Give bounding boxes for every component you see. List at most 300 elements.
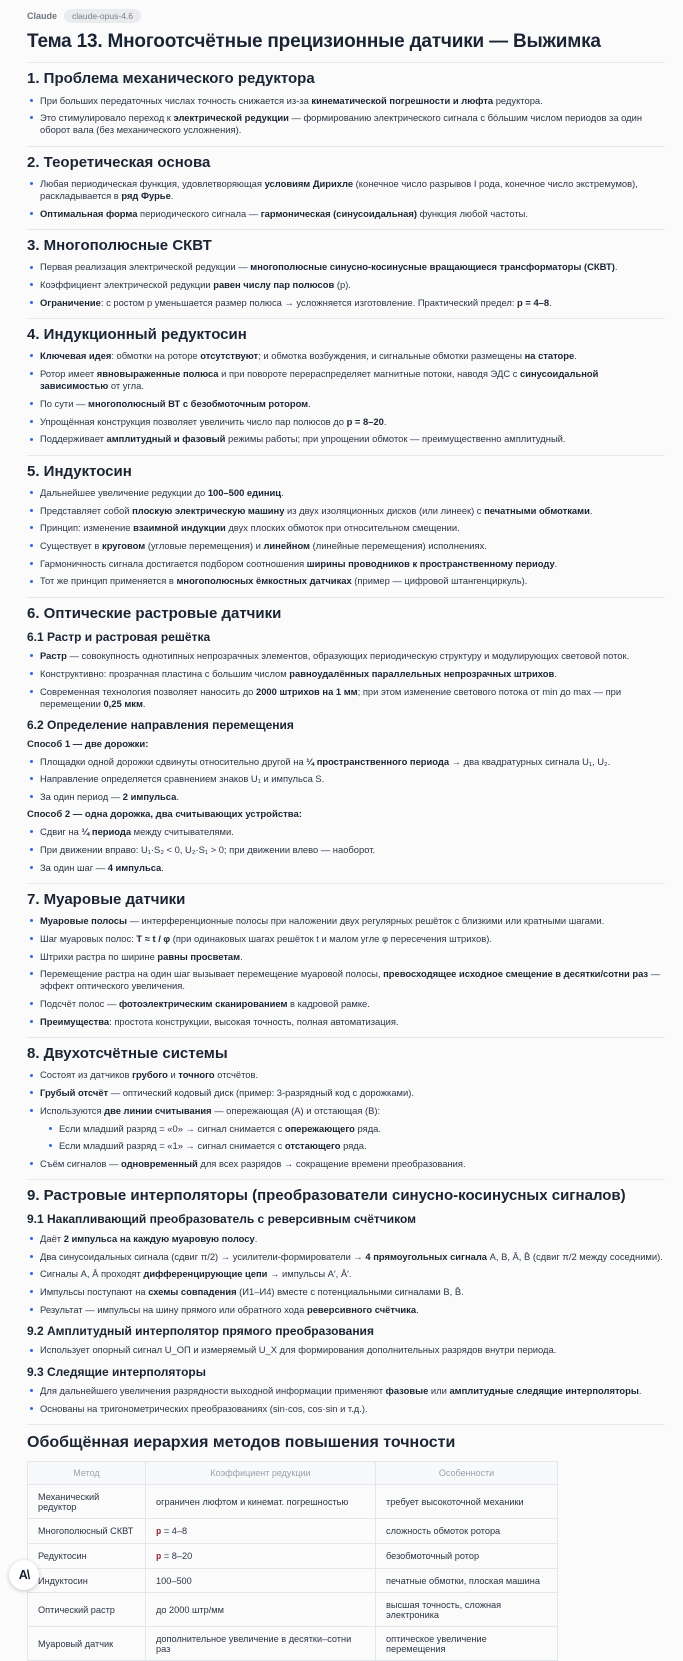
plain-text: Поддерживает bbox=[40, 433, 107, 445]
bullet-text bbox=[40, 951, 665, 963]
section-heading: 3. Многополюсные СКВТ bbox=[27, 237, 212, 255]
anthropic-logo-icon: A\ bbox=[18, 1568, 30, 1582]
bullet-item bbox=[27, 112, 665, 136]
summary-heading: Обобщённая иерархия методов повышения точности bbox=[27, 1433, 456, 1451]
table-cell bbox=[376, 1519, 558, 1544]
section-divider bbox=[27, 597, 665, 598]
bold-text: фазовые bbox=[385, 1384, 429, 1396]
bullet-text bbox=[40, 433, 665, 445]
bullet-text bbox=[40, 416, 665, 428]
plain-text: требует высокоточной механики bbox=[386, 1496, 524, 1507]
section-heading: 8. Двухотсчётные системы bbox=[27, 1045, 228, 1063]
bullet-text bbox=[40, 297, 665, 309]
plain-text: ; и обмотка возбуждения, и сигнальные обмотки размещены bbox=[258, 350, 525, 362]
plain-text: . bbox=[614, 261, 618, 273]
bullet-marker bbox=[30, 795, 33, 798]
table-cell bbox=[146, 1544, 376, 1569]
bullet-item bbox=[27, 1087, 665, 1099]
plain-text: . bbox=[549, 296, 552, 308]
bullet-item bbox=[27, 968, 665, 992]
plain-text: Дальнейшее увеличение редукции до bbox=[40, 486, 208, 498]
plain-text: . bbox=[281, 486, 284, 498]
plain-text: . bbox=[254, 1232, 258, 1244]
bullet-marker bbox=[30, 777, 33, 780]
plain-text: Штрихи растра по ширине bbox=[40, 950, 158, 962]
bullet-text bbox=[40, 279, 665, 291]
bullet-marker bbox=[30, 1109, 33, 1112]
plain-text: — эффект оптического увеличения. bbox=[40, 968, 661, 992]
plain-text: — оптический кодовый диск (пример: 3-разрядный код с дорожками). bbox=[108, 1087, 414, 1099]
plain-text: Съём сигналов — bbox=[40, 1157, 121, 1169]
table-cell bbox=[28, 1544, 146, 1569]
plain-text: Упрощённая конструкция позволяет увеличить число пар полюсов до bbox=[40, 415, 347, 427]
bold-label: Способ 2 — одна дорожка, два считывающих устройства: bbox=[27, 809, 302, 821]
plain-text: Результат — импульсы на шину прямого или обратного хода bbox=[40, 1303, 307, 1315]
bold-text: Оптимальная форма bbox=[40, 207, 138, 219]
plain-text: для всех разрядов → сокращение времени преобразования. bbox=[197, 1157, 466, 1169]
plain-text: Любая периодическая функция, удовлетворяющая bbox=[40, 177, 265, 189]
plain-text: Коэффициент электрической редукции bbox=[40, 279, 214, 291]
bullet-item bbox=[27, 540, 665, 552]
plain-text: оптическое увеличение перемещения bbox=[386, 1633, 487, 1654]
bold-text: многополюсный ВТ с безобмоточным ротором bbox=[88, 397, 309, 409]
bullet-item bbox=[27, 95, 665, 107]
plain-text: Существует в bbox=[40, 539, 103, 551]
anthropic-logo-button[interactable] bbox=[9, 1560, 39, 1590]
summary-table-body bbox=[28, 1485, 558, 1661]
section-divider bbox=[27, 318, 665, 319]
bold-text: печатными обмотками bbox=[484, 504, 590, 516]
bold-text: 4 импульса bbox=[107, 861, 162, 873]
bullet-text bbox=[40, 791, 665, 803]
plain-text: (пример — цифровой штангенциркуль). bbox=[351, 575, 528, 587]
table-header-cell: Особенности bbox=[376, 1462, 558, 1485]
plain-text: A, B, Ā, B̄ (сдвиг π/2 между соседними). bbox=[487, 1250, 663, 1262]
bullet-marker bbox=[30, 1255, 33, 1258]
plain-text: от угла. bbox=[108, 380, 144, 392]
plain-text: : обмотки на роторе bbox=[111, 350, 201, 362]
bullet-item bbox=[27, 1105, 665, 1117]
bold-text: ряд Фурье bbox=[121, 190, 171, 202]
bullet-marker bbox=[30, 580, 33, 583]
bold-text: превосходящее исходное смещение в десятки/сотни раз bbox=[383, 968, 649, 980]
header bbox=[27, 9, 665, 23]
bullet-item bbox=[27, 261, 665, 273]
section-heading: 4. Индукционный редуктосин bbox=[27, 326, 247, 344]
plain-text: ограничен люфтом и кинемат. погрешностью bbox=[156, 1496, 349, 1507]
plain-text: Сдвиг на bbox=[40, 826, 82, 838]
plain-text: Шаг муаровых полос: bbox=[40, 932, 137, 944]
bullet-text bbox=[40, 1403, 665, 1415]
subsection-heading: 9.3 Следящие интерполяторы bbox=[27, 1364, 206, 1379]
bold-text: p = 8–20 bbox=[346, 415, 384, 427]
plain-text: (конечное число разрывов I рода, конечное число экстремумов), раскладывается в bbox=[40, 177, 638, 202]
table-cell bbox=[376, 1485, 558, 1519]
plain-text: Муаровый датчик bbox=[38, 1638, 114, 1649]
plain-text: и при повороте перераспределяет магнитные потоки, наводя ЭДС с bbox=[218, 367, 520, 379]
table-cell bbox=[28, 1485, 146, 1519]
bullet-text bbox=[40, 773, 665, 785]
bullet-item bbox=[27, 1158, 665, 1170]
bullet-marker bbox=[30, 1389, 33, 1392]
bold-text: Грубый отсчёт bbox=[40, 1087, 109, 1099]
bold-text: синусоидальной зависимостью bbox=[40, 367, 599, 392]
plain-text: . bbox=[176, 790, 179, 802]
bold-text: 0,25 мкм bbox=[103, 697, 143, 709]
plain-text: Редуктосин bbox=[38, 1551, 87, 1562]
plain-text: — совокупность однотипных непрозрачных элементов, образующих периодическую структуру и модулирующих световой поток. bbox=[66, 650, 630, 662]
plain-text: По сути — bbox=[40, 397, 89, 409]
section-heading: 2. Теоретическая основа bbox=[27, 153, 211, 171]
bullet-item bbox=[27, 844, 665, 856]
bullet-item bbox=[27, 1286, 665, 1298]
plain-text: . bbox=[416, 1303, 419, 1315]
bullet-text bbox=[40, 261, 665, 273]
bullet-marker bbox=[30, 1020, 33, 1023]
bold-text: многополюсные синусно-косинусные вращающиеся трансформаторы (СКВТ) bbox=[250, 261, 615, 273]
bold-text: кинематической погрешности и люфта bbox=[311, 94, 494, 106]
plain-text: → импульсы A′, Ā′. bbox=[267, 1268, 352, 1280]
plain-text: . bbox=[170, 190, 174, 202]
bullet-item bbox=[27, 998, 665, 1010]
subsection-heading: 6.1 Растр и растровая решётка bbox=[27, 629, 211, 644]
bullet-text bbox=[40, 522, 665, 534]
bullet-item bbox=[27, 487, 665, 499]
plain-text: функция любой частоты. bbox=[416, 207, 528, 219]
table-cell bbox=[146, 1593, 376, 1627]
bold-text: гармоническая (синусоидальная) bbox=[260, 207, 417, 219]
bold-text: грубого bbox=[132, 1069, 168, 1081]
bullet-item bbox=[27, 522, 665, 534]
bold-text: ширины проводников к пространственному периоду bbox=[306, 557, 555, 569]
plain-text: : с ростом p уменьшается размер полюса → усложняется изготовление. Практический предел: bbox=[100, 296, 518, 308]
bullet-item bbox=[27, 558, 665, 570]
section-divider bbox=[27, 1037, 665, 1038]
table-cell bbox=[376, 1593, 558, 1627]
document-body bbox=[27, 62, 665, 1415]
plain-text: Гармоничность сигнала достигается подбором соотношения bbox=[40, 557, 307, 569]
bullet-item bbox=[27, 1069, 665, 1081]
bold-text: схемы совпадения bbox=[148, 1286, 237, 1297]
bullet-marker bbox=[30, 266, 33, 269]
plain-text: Перемещение растра на один шаг вызывает перемещение муаровой полосы, bbox=[40, 968, 384, 980]
plain-text: в кадровой рамке. bbox=[287, 998, 370, 1010]
summary-table-head bbox=[28, 1462, 558, 1485]
table-row bbox=[28, 1544, 558, 1569]
bullet-marker bbox=[30, 99, 33, 102]
bullet-marker bbox=[30, 690, 33, 693]
bullet-item bbox=[27, 505, 665, 517]
table-header-cell: Коэффициент редукции bbox=[146, 1462, 376, 1485]
bullet-marker bbox=[30, 301, 33, 304]
table-row bbox=[28, 1569, 558, 1593]
plain-text: ; при этом изменение светового потока от min до max — при перемещении bbox=[40, 685, 622, 709]
plain-text: Оптический растр bbox=[38, 1604, 115, 1615]
plain-text: Механический редуктор bbox=[38, 1491, 100, 1512]
plain-text: 100–500 bbox=[156, 1575, 192, 1586]
plain-text: Для дальнейшего увеличения разрядности выходной информации применяют bbox=[40, 1384, 386, 1396]
plain-text: → два квадратурных сигнала U₁, U₂. bbox=[449, 755, 611, 767]
section-divider bbox=[27, 1179, 665, 1180]
bullet-text bbox=[40, 686, 665, 710]
plain-text: . bbox=[554, 668, 557, 679]
bullet-marker bbox=[30, 420, 33, 423]
bold-text: фотоэлектрическим сканированием bbox=[118, 998, 288, 1010]
bullet-text bbox=[40, 1304, 665, 1316]
plain-text: Конструктивно: прозрачная пластина с большим числом bbox=[40, 668, 290, 679]
plain-text: Тот же принцип применяется в bbox=[40, 575, 177, 587]
bullet-item bbox=[27, 279, 665, 291]
table-row bbox=[28, 1485, 558, 1519]
plain-text: При движении вправо: U₁·S₂ < 0, U₂·S₁ > 0; при движении влево — наоборот. bbox=[40, 843, 376, 855]
plain-text: Принцип: изменение bbox=[40, 522, 134, 534]
bullet-item bbox=[27, 826, 665, 838]
bold-text: 2 импульса на каждую муаровую полосу bbox=[63, 1232, 255, 1244]
bold-text: 100–500 единиц bbox=[207, 486, 282, 498]
bullet-item bbox=[27, 208, 665, 220]
section-divider bbox=[27, 62, 665, 63]
plain-text: Основаны на тригонометрических преобразованиях (sin·cos, cos·sin и т.д.). bbox=[40, 1402, 368, 1414]
bullet-item bbox=[27, 756, 665, 768]
bullet-item bbox=[27, 933, 665, 945]
plain-text: двух плоских обмоток при относительном смещении. bbox=[225, 522, 460, 534]
bullet-text bbox=[40, 540, 665, 552]
bold-text: Муаровые полосы bbox=[40, 915, 127, 927]
plain-text: Использует опорный сигнал U_ОП и измеряемый U_X для формирования дополнительных разрядов внутри периода. bbox=[40, 1344, 557, 1356]
bold-text: отсутствуют bbox=[200, 350, 259, 362]
bold-text: равны просветам bbox=[157, 950, 241, 962]
plain-text: . bbox=[589, 504, 593, 516]
bullet-marker bbox=[30, 919, 33, 922]
bullet-text bbox=[40, 350, 665, 362]
plain-text: Состоят из датчиков bbox=[40, 1069, 133, 1081]
plain-text: и bbox=[167, 1069, 179, 1081]
bullet-text bbox=[40, 933, 665, 945]
bold-text: линейном bbox=[263, 539, 310, 551]
bullet-item bbox=[27, 791, 665, 803]
bullet-text bbox=[40, 650, 665, 662]
bold-text: условиям Дирихле bbox=[264, 177, 354, 189]
bullet-item bbox=[27, 1251, 665, 1263]
table-cell bbox=[146, 1519, 376, 1544]
plain-text: Импульсы поступают на bbox=[40, 1286, 149, 1297]
table-cell bbox=[376, 1544, 558, 1569]
table-cell bbox=[146, 1569, 376, 1593]
plain-text: или bbox=[428, 1384, 450, 1396]
plain-text: Даёт bbox=[40, 1232, 64, 1244]
bullet-marker bbox=[30, 1002, 33, 1005]
bold-text: реверсивного счётчика bbox=[306, 1303, 417, 1315]
bullet-marker bbox=[30, 848, 33, 851]
bullet-text bbox=[40, 862, 665, 874]
plain-text: = 4–8 bbox=[161, 1525, 188, 1536]
bullet-marker bbox=[30, 672, 33, 675]
bullet-item bbox=[27, 1233, 665, 1245]
bold-text: равноудалённых параллельных непрозрачных штрихов bbox=[289, 668, 555, 679]
plain-text: до 2000 штр/мм bbox=[156, 1604, 224, 1615]
plain-text: Индуктосин bbox=[38, 1575, 88, 1586]
bullet-item bbox=[27, 1016, 665, 1028]
bullet-item bbox=[46, 1123, 665, 1135]
plain-text: Представляет собой bbox=[40, 504, 133, 516]
plain-text: между считывателями. bbox=[131, 826, 234, 838]
table-header-row bbox=[28, 1462, 558, 1485]
plain-text: — интерференционные полосы при наложении двух регулярных решёток с близкими или кратными шагами. bbox=[126, 915, 605, 927]
plain-text: Направление определяется сравнением знаков U₁ и импульса S. bbox=[40, 773, 325, 785]
page-title: Тема 13. Многоотсчётные прецизионные датчики — Выжимка bbox=[27, 30, 601, 52]
bullet-item bbox=[27, 686, 665, 710]
plain-text: . bbox=[240, 950, 243, 962]
plain-text: Сигналы A, Ā проходят bbox=[40, 1268, 144, 1280]
bullet-marker bbox=[30, 283, 33, 286]
plain-text: периодического сигнала — bbox=[137, 207, 261, 219]
bullet-item bbox=[27, 297, 665, 309]
bullet-marker bbox=[49, 1144, 52, 1147]
plain-text: При больших передаточных числах точность снижается из-за bbox=[40, 94, 312, 106]
bullet-item bbox=[27, 650, 665, 662]
bullet-marker bbox=[30, 1162, 33, 1165]
bullet-text bbox=[40, 1344, 665, 1356]
bullet-marker bbox=[30, 1290, 33, 1293]
bullet-text bbox=[40, 1286, 665, 1298]
bold-text: электрической редукции bbox=[173, 112, 289, 124]
plain-text: За один период — bbox=[40, 790, 123, 802]
plain-text: За один шаг — bbox=[40, 861, 108, 873]
bullet-text bbox=[40, 756, 665, 768]
plain-text: из двух изоляционных дисков (или линеек) с bbox=[284, 504, 485, 516]
bullet-marker bbox=[30, 1308, 33, 1311]
bullet-item bbox=[27, 1268, 665, 1280]
bullet-marker bbox=[30, 866, 33, 869]
bullet-text bbox=[40, 505, 665, 517]
bullet-marker bbox=[30, 1237, 33, 1240]
bullet-text bbox=[40, 915, 665, 927]
bullet-marker bbox=[30, 544, 33, 547]
subsection-heading: 6.2 Определение направления перемещения bbox=[27, 718, 294, 733]
bold-text: отстающего bbox=[284, 1140, 341, 1152]
bullet-marker bbox=[30, 1407, 33, 1410]
table-row bbox=[28, 1593, 558, 1627]
bullet-text bbox=[40, 668, 665, 680]
plain-text: — опережающая (А) и отстающая (В): bbox=[211, 1104, 381, 1116]
bullet-item bbox=[27, 350, 665, 362]
table-row bbox=[28, 1519, 558, 1544]
bullet-marker bbox=[30, 1349, 33, 1352]
plain-text: . bbox=[554, 557, 558, 569]
plain-text: — формированию электрического сигнала с бо́льшим числом периодов за один оборот вала (без механического усложнения). bbox=[40, 112, 643, 136]
bullet-text bbox=[40, 398, 665, 410]
plain-text: . bbox=[142, 697, 146, 709]
bold-text: многополюсных ёмкостных датчиках bbox=[176, 575, 352, 587]
table-cell bbox=[146, 1485, 376, 1519]
bullet-marker bbox=[30, 955, 33, 958]
bold-text: T ≈ t / φ bbox=[136, 932, 171, 944]
section-divider bbox=[27, 1424, 665, 1425]
bullet-text bbox=[59, 1123, 665, 1135]
section-divider bbox=[27, 883, 665, 884]
plain-text: Многополюсный СКВТ bbox=[38, 1526, 134, 1537]
bullet-text bbox=[40, 178, 665, 202]
bullet-marker bbox=[30, 830, 33, 833]
bullet-marker bbox=[30, 972, 33, 975]
bullet-item bbox=[27, 575, 665, 587]
bold-text: на статоре bbox=[524, 350, 575, 362]
plain-text: режимы работы; при упрощении обмоток — преимущественно амплитудный. bbox=[225, 433, 566, 445]
bullet-text bbox=[59, 1140, 665, 1152]
bullet-marker bbox=[30, 1272, 33, 1275]
bold-text: амплитудные следящие интерполяторы bbox=[449, 1384, 639, 1396]
plain-text: Современная технология позволяет наносить до bbox=[40, 685, 256, 697]
bold-text: явновыраженные полюса bbox=[96, 367, 219, 379]
plain-text: сложность обмоток ротора bbox=[386, 1526, 501, 1537]
bullet-text bbox=[40, 1087, 665, 1099]
section-divider bbox=[27, 229, 665, 230]
bullet-item bbox=[27, 773, 665, 785]
bullet-text bbox=[40, 487, 665, 499]
bullet-text bbox=[40, 95, 665, 107]
plain-text: (угловые перемещения) и bbox=[145, 539, 264, 551]
bullet-item bbox=[27, 1344, 665, 1356]
plain-text: Это стимулировало переход к bbox=[40, 112, 174, 124]
plain-text: ряда. bbox=[354, 1122, 381, 1134]
bold-text: ¼ пространственного периода bbox=[306, 755, 450, 767]
bold-text: круговом bbox=[102, 539, 146, 551]
bullet-marker bbox=[30, 116, 33, 119]
bullet-text bbox=[40, 968, 665, 992]
bullet-item bbox=[27, 862, 665, 874]
bullet-marker bbox=[30, 182, 33, 185]
bold-text: точного bbox=[178, 1069, 215, 1081]
plain-text: отсчётов. bbox=[214, 1069, 259, 1081]
bullet-text bbox=[40, 1105, 665, 1117]
inline-code: p bbox=[156, 1526, 162, 1537]
bullet-text bbox=[40, 826, 665, 838]
bullet-marker bbox=[30, 402, 33, 405]
bold-text: две линии считывания bbox=[104, 1104, 212, 1116]
bold-text: равен числу пар полюсов bbox=[213, 279, 335, 291]
bold-label: Способ 1 — две дорожки: bbox=[27, 738, 149, 750]
bullet-text bbox=[40, 844, 665, 856]
table-header-cell: Метод bbox=[28, 1462, 146, 1485]
bullet-marker bbox=[30, 937, 33, 940]
bullet-marker bbox=[30, 1074, 33, 1077]
bold-text: p = 4–8 bbox=[517, 296, 550, 308]
bullet-text bbox=[40, 368, 665, 392]
bullet-marker bbox=[49, 1127, 52, 1130]
plain-text: . bbox=[638, 1384, 642, 1396]
bullet-text bbox=[40, 575, 665, 587]
bullet-text bbox=[40, 1069, 665, 1081]
plain-text: (линейные перемещения) исполнениях. bbox=[310, 539, 487, 551]
plain-text: = 8–20 bbox=[161, 1550, 193, 1561]
bullet-item bbox=[27, 416, 665, 428]
bullet-item bbox=[46, 1140, 665, 1152]
bullet-marker bbox=[30, 1091, 33, 1094]
bullet-item bbox=[27, 1403, 665, 1415]
plain-text: . bbox=[161, 861, 164, 873]
bullet-item bbox=[27, 915, 665, 927]
bold-text: Преимущества bbox=[40, 1015, 110, 1027]
table-cell bbox=[28, 1519, 146, 1544]
bold-text: 4 прямоугольных сигнала bbox=[365, 1250, 487, 1262]
bullet-item bbox=[27, 178, 665, 202]
plain-text: : простота конструкции, высокая точность, полная автоматизация. bbox=[109, 1015, 399, 1027]
plain-text: Площадки одной дорожки сдвинуты относительно другой на bbox=[40, 755, 307, 767]
bullet-text bbox=[40, 1016, 665, 1028]
bullet-text bbox=[40, 998, 665, 1010]
plain-text: ряда. bbox=[340, 1140, 367, 1152]
subsection-heading: 9.1 Накапливающий преобразователь с реверсивным счётчиком bbox=[27, 1212, 417, 1227]
